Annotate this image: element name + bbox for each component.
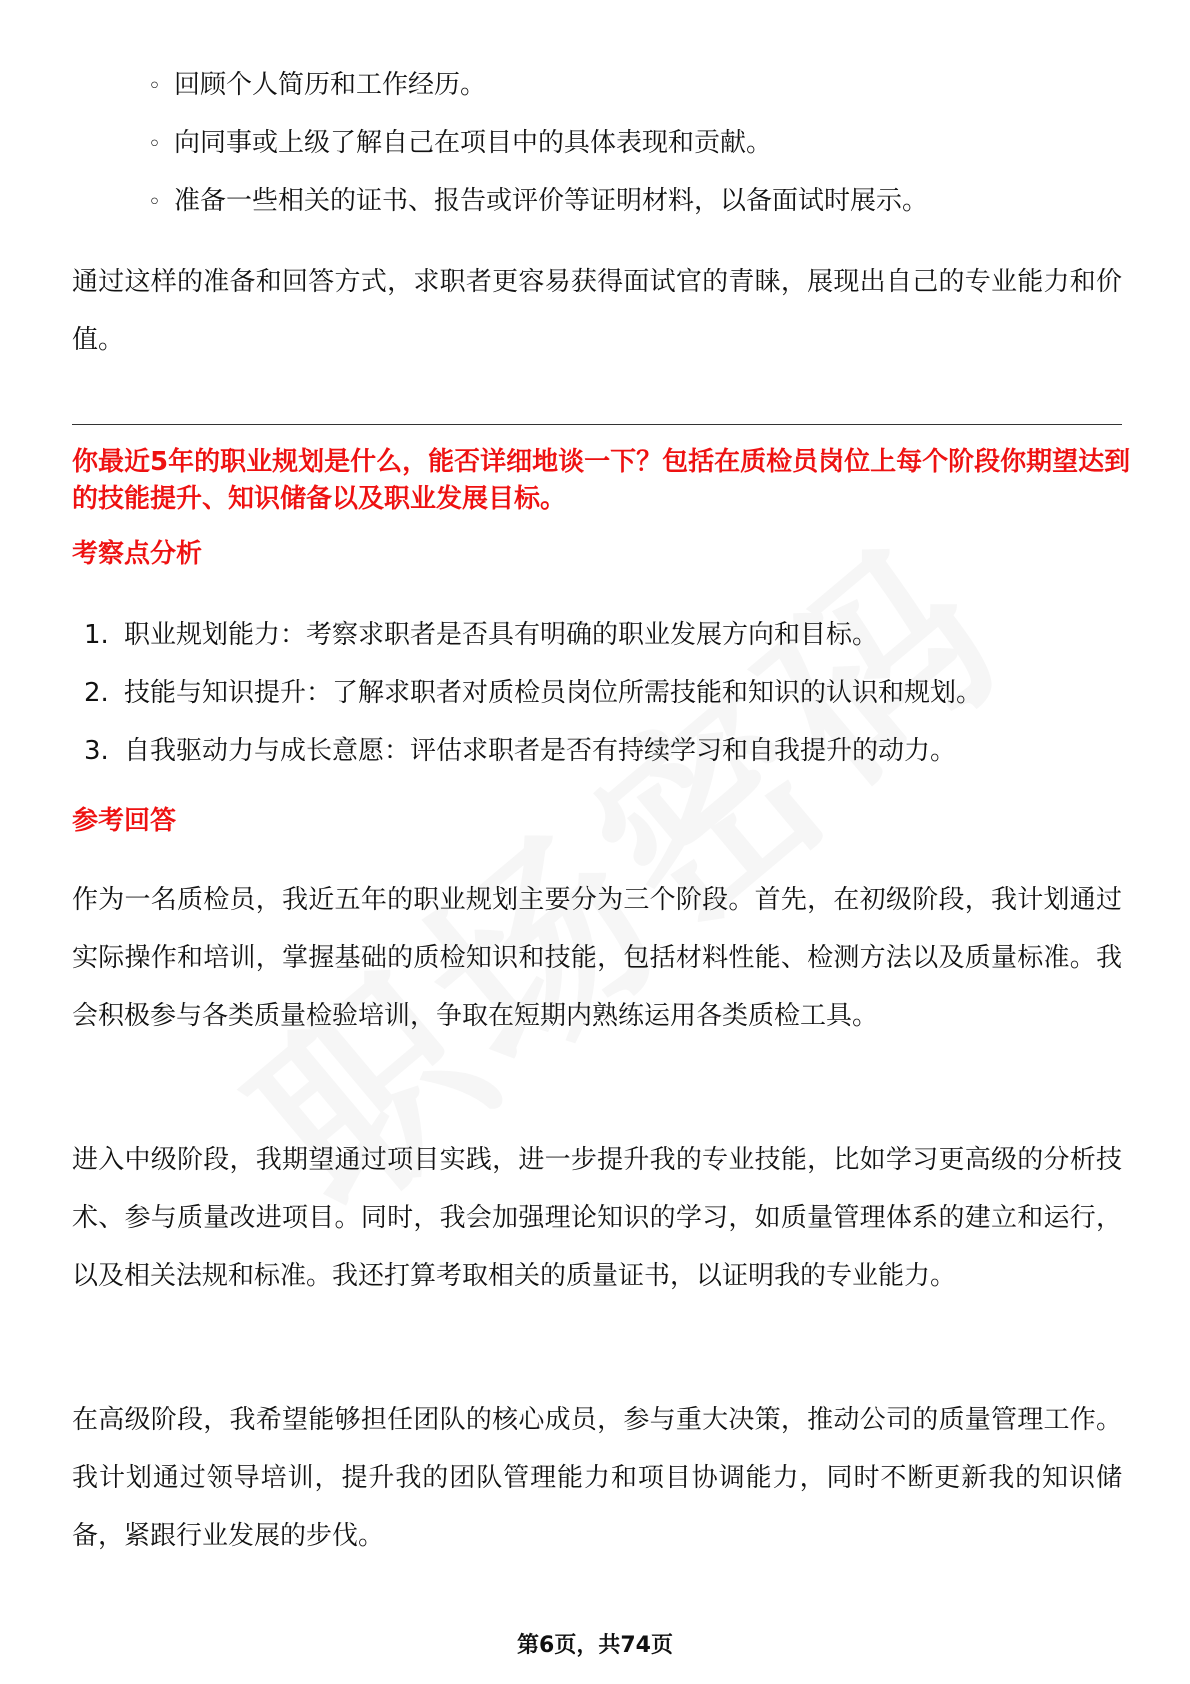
- list-item-text: 向同事或上级了解自己在项目中的具体表现和贡献。: [174, 128, 773, 158]
- bullet-marker: ◦: [148, 190, 161, 215]
- list-item-text: 自我驱动力与成长意愿：评估求职者是否有持续学习和自我提升的动力。: [124, 736, 957, 766]
- answer-paragraph-3: 在高级阶段，我希望能够担任团队的核心成员，参与重大决策，推动公司的质量管理工作。我计划通过领导培训，提升我的团队管理能力和项目协调能力，同时不断更新我的知识储备，紧跟行业发展的步伐。: [72, 1405, 1122, 1551]
- list-item: [148, 172, 1128, 230]
- page-number: 第6页，共74页: [517, 1633, 673, 1658]
- answer-title: 参考回答: [72, 806, 177, 836]
- question-heading: 你最近5年的职业规划是什么，能否详细地谈一下？包括在质检员岗位上每个阶段你期望达到的技能提升、知识储备以及职业发展目标。: [72, 447, 1131, 514]
- conclusion-paragraph: 通过这样的准备和回答方式，求职者更容易获得面试官的青睐，展现出自己的专业能力和价值。: [72, 267, 1122, 355]
- list-item-text: 准备一些相关的证书、报告或评价等证明材料，以备面试时展示。: [174, 186, 929, 216]
- answer-paragraph-2: 进入中级阶段，我期望通过项目实践，进一步提升我的专业技能，比如学习更高级的分析技术、参与质量改进项目。同时，我会加强理论知识的学习，如质量管理体系的建立和运行，以及相关法规和标准。我还打算考取相关的质量证书，以证明我的专业能力。: [72, 1145, 1122, 1291]
- list-item: [84, 606, 1124, 664]
- list-item: [84, 664, 1124, 722]
- section-divider: [72, 424, 1122, 425]
- list-item-number: 1.: [84, 620, 109, 650]
- list-item-number: 2.: [84, 678, 109, 708]
- bullet-marker: ◦: [148, 74, 161, 99]
- analysis-title: 考察点分析: [72, 539, 203, 569]
- bullet-marker: ◦: [148, 132, 161, 157]
- analysis-list: [84, 606, 1124, 780]
- list-item: [148, 56, 1128, 114]
- answer-paragraph-1: 作为一名质检员，我近五年的职业规划主要分为三个阶段。首先，在初级阶段，我计划通过实际操作和培训，掌握基础的质检知识和技能，包括材料性能、检测方法以及质量标准。我会积极参与各类质量检验培训，争取在短期内熟练运用各类质检工具。: [72, 885, 1122, 1031]
- intro-bullet-list: [148, 56, 1128, 230]
- list-item: [148, 114, 1128, 172]
- list-item-text: 技能与知识提升：了解求职者对质检员岗位所需技能和知识的认识和规划。: [124, 678, 983, 708]
- list-item-text: 回顾个人简历和工作经历。: [174, 70, 487, 100]
- list-item-number: 3.: [84, 736, 109, 766]
- list-item: [84, 722, 1124, 780]
- list-item-text: 职业规划能力：考察求职者是否具有明确的职业发展方向和目标。: [124, 620, 879, 650]
